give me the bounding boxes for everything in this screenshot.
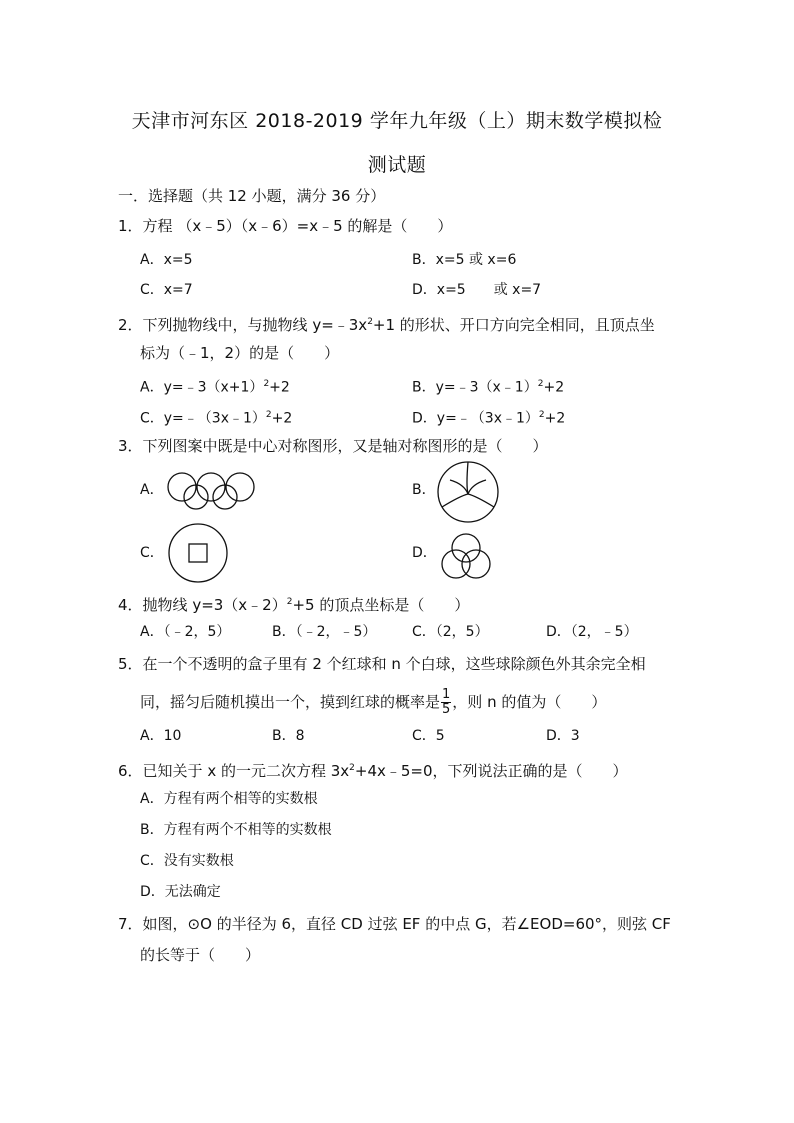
q1-option-c[interactable]: C．x=7 [140,282,193,298]
q1-option-b[interactable]: B．x=5 或 x=6 [412,252,517,268]
q6-option-a[interactable]: A．方程有两个相等的实数根 [140,791,318,807]
question-number: 3． [118,437,143,455]
question-text: 抛物线 y=3（x﹣2） [142,596,287,614]
fraction-numerator: 1 [442,687,451,702]
exponent: 2 [263,379,270,389]
q3-option-d[interactable]: D． [412,545,437,561]
question-number: 7． [118,915,143,933]
question-7-stem [118,914,671,934]
exponent: 2 [265,410,272,420]
question-6-stem [118,758,628,781]
q3-option-a[interactable]: A． [140,482,164,498]
q5-option-d[interactable]: D．3 [546,728,580,744]
question-number: 1． [118,217,143,235]
exponent: 2 [538,410,545,420]
exam-title-line-2: 测试题 [367,154,427,176]
question-2-stem-line-2: 标为（﹣1，2）的是（ ） [140,344,340,362]
question-text: 已知关于 x 的一元二次方程 3x [142,762,350,780]
question-text: 同，摇匀后随机摸出一个，摸到红球的概率是 [140,693,441,711]
question-number: 6． [118,762,143,780]
option-text-cont: +2 [269,379,290,396]
question-number: 2． [118,316,143,334]
q3-option-c[interactable]: C． [140,545,164,561]
fraction [441,688,451,717]
option-text: B．y=﹣3（x﹣1） [412,379,538,396]
option-text-cont: +2 [544,410,566,427]
q5-option-b[interactable]: B．8 [272,728,305,744]
q2-option-d[interactable] [412,405,565,429]
q6-option-d[interactable]: D．无法确定 [140,884,221,900]
exponent: 2 [367,317,373,327]
question-text-cont: +4x﹣5=0，下列说法正确的是（ ） [354,762,628,780]
q5-option-a[interactable]: A．10 [140,728,182,744]
question-text: 下列抛物线中，与抛物线 y=﹣3x [142,316,368,334]
question-number: 4． [118,596,143,614]
question-text-cont: +1 的形状、开口方向完全相同，且顶点坐 [372,316,655,334]
option-text: C．y=﹣（3x﹣1） [140,410,266,427]
q4-option-c[interactable]: C．（2，5） [412,624,489,640]
question-text-cont: ，则 n 的值为（ ） [452,693,607,711]
fraction-denominator: 5 [442,702,451,717]
section-heading: 一．选择题（共 12 小题，满分 36 分） [118,187,386,205]
olympic-rings-figure [165,470,257,510]
question-5-stem-line-2 [140,688,606,717]
question-7-stem-line-2: 的长等于（ ） [140,946,261,964]
option-text: A．y=﹣3（x+1） [140,379,264,396]
question-text: 在一个不透明的盒子里有 2 个红球和 n 个白球，这些球除颜色外其余完全相 [142,655,646,673]
q2-option-b[interactable] [412,374,564,398]
q4-option-a[interactable]: A．（﹣2，5） [140,624,231,640]
exponent: 2 [537,379,544,389]
triquetra-figure [437,531,495,581]
question-2-stem [118,312,655,335]
q1-option-a[interactable]: A．x=5 [140,252,193,268]
exam-title-line-1: 天津市河东区 2018-2019 学年九年级（上）期末数学模拟检 [131,110,663,132]
question-text: 如图，⊙O 的半径为 6，直径 CD 过弦 EF 的中点 G，若∠EOD=60°，则弦 CF [142,915,671,933]
question-5-stem [118,654,646,674]
question-text: 下列图案中既是中心对称图形，又是轴对称图形的是（ ） [142,437,548,455]
exponent: 2 [286,597,293,607]
question-3-stem [118,436,548,456]
q3-option-b[interactable]: B． [412,482,436,498]
q4-option-d[interactable]: D．（2，﹣5） [546,624,638,640]
circle-three-arcs-figure [436,460,500,524]
q2-option-a[interactable] [140,374,290,398]
q2-option-c[interactable] [140,405,292,429]
option-text-cont: +2 [543,379,565,396]
question-1-stem [118,216,452,236]
q1-option-d[interactable]: D．x=5 或 x=7 [412,282,542,298]
q4-option-b[interactable]: B．（﹣2，﹣5） [272,624,377,640]
q6-option-c[interactable]: C．没有实数根 [140,853,234,869]
question-4-stem [118,592,469,615]
question-number: 5． [118,655,143,673]
option-text: D．y=﹣（3x﹣1） [412,410,539,427]
option-text-cont: +2 [271,410,293,427]
q6-option-b[interactable]: B．方程有两个不相等的实数根 [140,822,332,838]
exponent: 2 [349,763,355,773]
q5-option-c[interactable]: C．5 [412,728,445,744]
coin-square-hole-figure [167,522,229,584]
question-text: 方程 （x﹣5）（x﹣6）=x﹣5 的解是（ ） [142,217,453,235]
question-text-cont: +5 的顶点坐标是（ ） [292,596,470,614]
